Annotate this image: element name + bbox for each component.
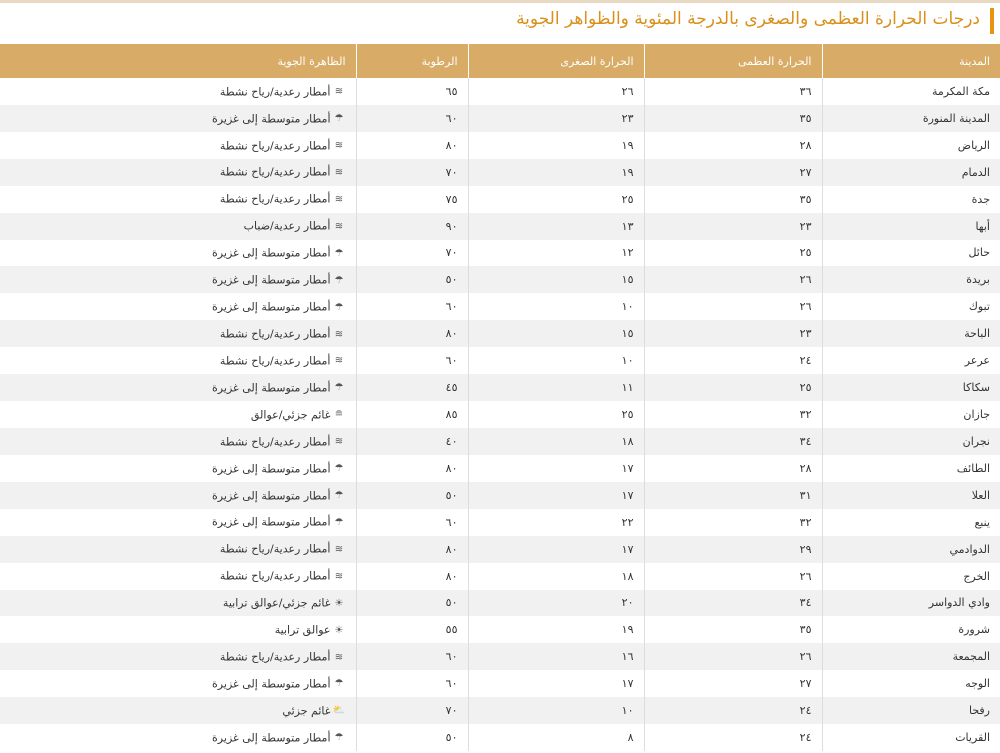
humidity-cell: ٦٠ (356, 509, 468, 536)
weather-text: أمطار رعدية/رياح نشطة (219, 139, 331, 153)
table-row (0, 724, 1000, 751)
weather-cell (0, 724, 356, 751)
min-temp-cell: ١٦ (468, 643, 644, 670)
max-temp-cell: ٢٦ (644, 643, 822, 670)
weather-cell (0, 266, 356, 293)
city-cell: أبها (822, 213, 1000, 240)
humidity-cell: ٤٥ (356, 374, 468, 401)
max-temp-cell: ٢٦ (644, 563, 822, 590)
rain-cloud-icon: ☂ (334, 113, 344, 125)
min-temp-cell: ١٠ (468, 347, 644, 374)
city-cell: جازان (822, 401, 1000, 428)
max-temp-cell: ٣٤ (644, 428, 822, 455)
max-temp-cell: ٢٧ (644, 159, 822, 186)
wind-icon: ≋ (334, 355, 344, 367)
humidity-cell: ٦٠ (356, 670, 468, 697)
rain-cloud-icon: ☂ (334, 490, 344, 502)
min-temp-cell: ١٧ (468, 536, 644, 563)
city-cell: تبوك (822, 293, 1000, 320)
city-cell: العلا (822, 482, 1000, 509)
city-cell: شرورة (822, 616, 1000, 643)
min-temp-cell: ٢٥ (468, 401, 644, 428)
page-header (0, 6, 1000, 38)
max-temp-cell: ٢٦ (644, 266, 822, 293)
weather-cell (0, 428, 356, 455)
table-row (0, 240, 1000, 267)
min-temp-cell: ١٧ (468, 455, 644, 482)
max-temp-cell: ٢٣ (644, 320, 822, 347)
humidity-cell: ٤٠ (356, 428, 468, 455)
humidity-cell: ٥٠ (356, 482, 468, 509)
weather-cell (0, 401, 356, 428)
max-temp-cell: ٢٨ (644, 132, 822, 159)
table-row (0, 482, 1000, 509)
humidity-cell: ٨٥ (356, 401, 468, 428)
city-cell: الوجه (822, 670, 1000, 697)
header-min-temp: الحرارة الصغرى (468, 44, 644, 78)
weather-cell (0, 590, 356, 617)
min-temp-cell: ١٣ (468, 213, 644, 240)
max-temp-cell: ٢٤ (644, 724, 822, 751)
max-temp-cell: ٢٦ (644, 293, 822, 320)
weather-text: أمطار متوسطة إلى غزيرة (212, 300, 331, 314)
rain-cloud-icon: ☂ (334, 678, 344, 690)
table-row (0, 293, 1000, 320)
max-temp-cell: ٢٧ (644, 670, 822, 697)
min-temp-cell: ١٧ (468, 670, 644, 697)
rain-cloud-icon: ☂ (334, 516, 344, 528)
max-temp-cell: ٢٥ (644, 240, 822, 267)
header-weather: الظاهرة الجوية (0, 44, 356, 78)
wind-icon: ≋ (334, 543, 344, 555)
humidity-cell: ٦٥ (356, 78, 468, 105)
max-temp-cell: ٢٨ (644, 455, 822, 482)
weather-text: غائم جزئي/عوالق ترابية (222, 596, 331, 610)
min-temp-cell: ٨ (468, 724, 644, 751)
wind-icon: ≋ (334, 328, 344, 340)
weather-cell (0, 697, 356, 724)
humidity-cell: ٨٠ (356, 320, 468, 347)
weather-cell (0, 105, 356, 132)
rain-cloud-icon: ☂ (334, 247, 344, 259)
humidity-cell: ٧٠ (356, 697, 468, 724)
max-temp-cell: ٢٤ (644, 697, 822, 724)
weather-text: أمطار متوسطة إلى غزيرة (212, 677, 331, 691)
wind-icon: ≋ (334, 140, 344, 152)
wind-icon: ≋ (334, 193, 344, 205)
weather-text: أمطار رعدية/رياح نشطة (219, 165, 331, 179)
weather-cell (0, 509, 356, 536)
min-temp-cell: ١٩ (468, 132, 644, 159)
table-row (0, 455, 1000, 482)
city-cell: الخرج (822, 563, 1000, 590)
rain-cloud-icon: ☂ (334, 732, 344, 744)
weather-text: أمطار متوسطة إلى غزيرة (212, 462, 331, 476)
min-temp-cell: ٢٥ (468, 186, 644, 213)
weather-cell (0, 347, 356, 374)
weather-text: أمطار متوسطة إلى غزيرة (212, 112, 331, 126)
table-row (0, 509, 1000, 536)
weather-text: أمطار متوسطة إلى غزيرة (212, 381, 331, 395)
weather-text: أمطار رعدية/رياح نشطة (219, 85, 331, 99)
humidity-cell: ٦٠ (356, 105, 468, 132)
weather-text: أمطار متوسطة إلى غزيرة (212, 273, 331, 287)
weather-cell (0, 455, 356, 482)
rain-cloud-icon: ☂ (334, 382, 344, 394)
max-temp-cell: ٢٤ (644, 347, 822, 374)
min-temp-cell: ٢٣ (468, 105, 644, 132)
humidity-cell: ٨٠ (356, 563, 468, 590)
wind-icon: ≋ (334, 651, 344, 663)
min-temp-cell: ١٨ (468, 563, 644, 590)
table-row (0, 266, 1000, 293)
table-row (0, 213, 1000, 240)
table-row (0, 132, 1000, 159)
weather-cell (0, 563, 356, 590)
humidity-cell: ٦٠ (356, 293, 468, 320)
min-temp-cell: ١٧ (468, 482, 644, 509)
weather-cell (0, 132, 356, 159)
table-row (0, 374, 1000, 401)
header-humidity: الرطوبة (356, 44, 468, 78)
table-row (0, 428, 1000, 455)
header-max-temp: الحرارة العظمى (644, 44, 822, 78)
page-title: درجات الحرارة العظمى والصغرى بالدرجة المئوية والظواهر الجوية (516, 9, 980, 29)
rain-cloud-icon: ☂ (334, 301, 344, 313)
weather-text: عوالق ترابية (274, 623, 331, 637)
sun-dust-icon: ☀ (334, 624, 344, 636)
min-temp-cell: ٢٢ (468, 509, 644, 536)
city-cell: الباحة (822, 320, 1000, 347)
weather-cell (0, 320, 356, 347)
humidity-cell: ٥٥ (356, 616, 468, 643)
min-temp-cell: ١١ (468, 374, 644, 401)
humidity-cell: ٧٠ (356, 240, 468, 267)
table-row (0, 401, 1000, 428)
city-cell: الطائف (822, 455, 1000, 482)
humidity-cell: ٥٠ (356, 724, 468, 751)
max-temp-cell: ٢٩ (644, 536, 822, 563)
max-temp-cell: ٣٥ (644, 616, 822, 643)
city-cell: سكاكا (822, 374, 1000, 401)
city-cell: الرياض (822, 132, 1000, 159)
min-temp-cell: ٢٠ (468, 590, 644, 617)
table-row (0, 159, 1000, 186)
city-cell: ينبع (822, 509, 1000, 536)
humidity-cell: ٦٠ (356, 643, 468, 670)
table-row (0, 320, 1000, 347)
weather-text: أمطار رعدية/رياح نشطة (219, 192, 331, 206)
city-cell: رفحا (822, 697, 1000, 724)
min-temp-cell: ١٩ (468, 616, 644, 643)
max-temp-cell: ٣٥ (644, 105, 822, 132)
wind-icon: ≋ (334, 166, 344, 178)
weather-text: غائم جزئي/عوالق (250, 408, 331, 422)
city-cell: بريدة (822, 266, 1000, 293)
min-temp-cell: ١٠ (468, 293, 644, 320)
weather-text: أمطار متوسطة إلى غزيرة (212, 515, 331, 529)
city-cell: المدينة المنورة (822, 105, 1000, 132)
humidity-cell: ٨٠ (356, 455, 468, 482)
min-temp-cell: ٢٦ (468, 78, 644, 105)
table-row (0, 616, 1000, 643)
city-cell: الدوادمي (822, 536, 1000, 563)
city-cell: القريات (822, 724, 1000, 751)
weather-cell (0, 293, 356, 320)
city-cell: مكة المكرمة (822, 78, 1000, 105)
wind-icon: ≋ (334, 436, 344, 448)
weather-cell (0, 616, 356, 643)
haze-icon: ≘ (334, 409, 344, 421)
table-row (0, 697, 1000, 724)
table-header-row (0, 44, 1000, 78)
weather-text: غائم جزئي (282, 704, 331, 718)
table-row (0, 536, 1000, 563)
weather-cell (0, 78, 356, 105)
humidity-cell: ٩٠ (356, 213, 468, 240)
min-temp-cell: ١٠ (468, 697, 644, 724)
weather-cell (0, 536, 356, 563)
humidity-cell: ٦٠ (356, 347, 468, 374)
min-temp-cell: ١٥ (468, 266, 644, 293)
max-temp-cell: ٣٢ (644, 509, 822, 536)
weather-text: أمطار رعدية/رياح نشطة (219, 650, 331, 664)
header-city: المدينة (822, 44, 1000, 78)
weather-cell (0, 374, 356, 401)
rain-cloud-icon: ☂ (334, 463, 344, 475)
table-row (0, 78, 1000, 105)
weather-text: أمطار متوسطة إلى غزيرة (212, 731, 331, 745)
table-row (0, 105, 1000, 132)
min-temp-cell: ١٥ (468, 320, 644, 347)
city-cell: عرعر (822, 347, 1000, 374)
humidity-cell: ٧٠ (356, 159, 468, 186)
max-temp-cell: ٢٥ (644, 374, 822, 401)
city-cell: المجمعة (822, 643, 1000, 670)
max-temp-cell: ٣٥ (644, 186, 822, 213)
max-temp-cell: ٣٦ (644, 78, 822, 105)
weather-cell (0, 159, 356, 186)
table-row (0, 186, 1000, 213)
max-temp-cell: ٣١ (644, 482, 822, 509)
weather-cell (0, 240, 356, 267)
min-temp-cell: ١٢ (468, 240, 644, 267)
weather-cell (0, 213, 356, 240)
top-divider (0, 0, 1000, 3)
weather-text: أمطار متوسطة إلى غزيرة (212, 489, 331, 503)
min-temp-cell: ١٨ (468, 428, 644, 455)
table-row (0, 670, 1000, 697)
city-cell: حائل (822, 240, 1000, 267)
wind-icon: ≋ (334, 570, 344, 582)
rain-cloud-icon: ☂ (334, 274, 344, 286)
sun-dust-icon: ☀ (334, 597, 344, 609)
city-cell: جدة (822, 186, 1000, 213)
city-cell: وادي الدواسر (822, 590, 1000, 617)
humidity-cell: ٥٠ (356, 266, 468, 293)
weather-cell (0, 482, 356, 509)
city-cell: نجران (822, 428, 1000, 455)
weather-text: أمطار رعدية/رياح نشطة (219, 569, 331, 583)
weather-text: أمطار رعدية/رياح نشطة (219, 435, 331, 449)
humidity-cell: ٨٠ (356, 132, 468, 159)
wind-icon: ≋ (334, 86, 344, 98)
weather-table (0, 44, 1000, 751)
weather-text: أمطار رعدية/رياح نشطة (219, 327, 331, 341)
max-temp-cell: ٢٣ (644, 213, 822, 240)
humidity-cell: ٧٥ (356, 186, 468, 213)
city-cell: الدمام (822, 159, 1000, 186)
weather-text: أمطار رعدية/رياح نشطة (219, 542, 331, 556)
weather-cell (0, 186, 356, 213)
partly-cloudy-icon: ⛅ (332, 705, 346, 717)
title-accent-bar (990, 8, 994, 34)
table-row (0, 347, 1000, 374)
table-row (0, 563, 1000, 590)
weather-cell (0, 670, 356, 697)
humidity-cell: ٨٠ (356, 536, 468, 563)
table-row (0, 590, 1000, 617)
table-row (0, 643, 1000, 670)
max-temp-cell: ٣٤ (644, 590, 822, 617)
weather-text: أمطار متوسطة إلى غزيرة (212, 246, 331, 260)
weather-text: أمطار رعدية/رياح نشطة (219, 354, 331, 368)
weather-cell (0, 643, 356, 670)
min-temp-cell: ١٩ (468, 159, 644, 186)
max-temp-cell: ٣٢ (644, 401, 822, 428)
humidity-cell: ٥٠ (356, 590, 468, 617)
wind-icon: ≋ (334, 220, 344, 232)
table-body (0, 78, 1000, 751)
weather-text: أمطار رعدية/ضباب (243, 219, 331, 233)
